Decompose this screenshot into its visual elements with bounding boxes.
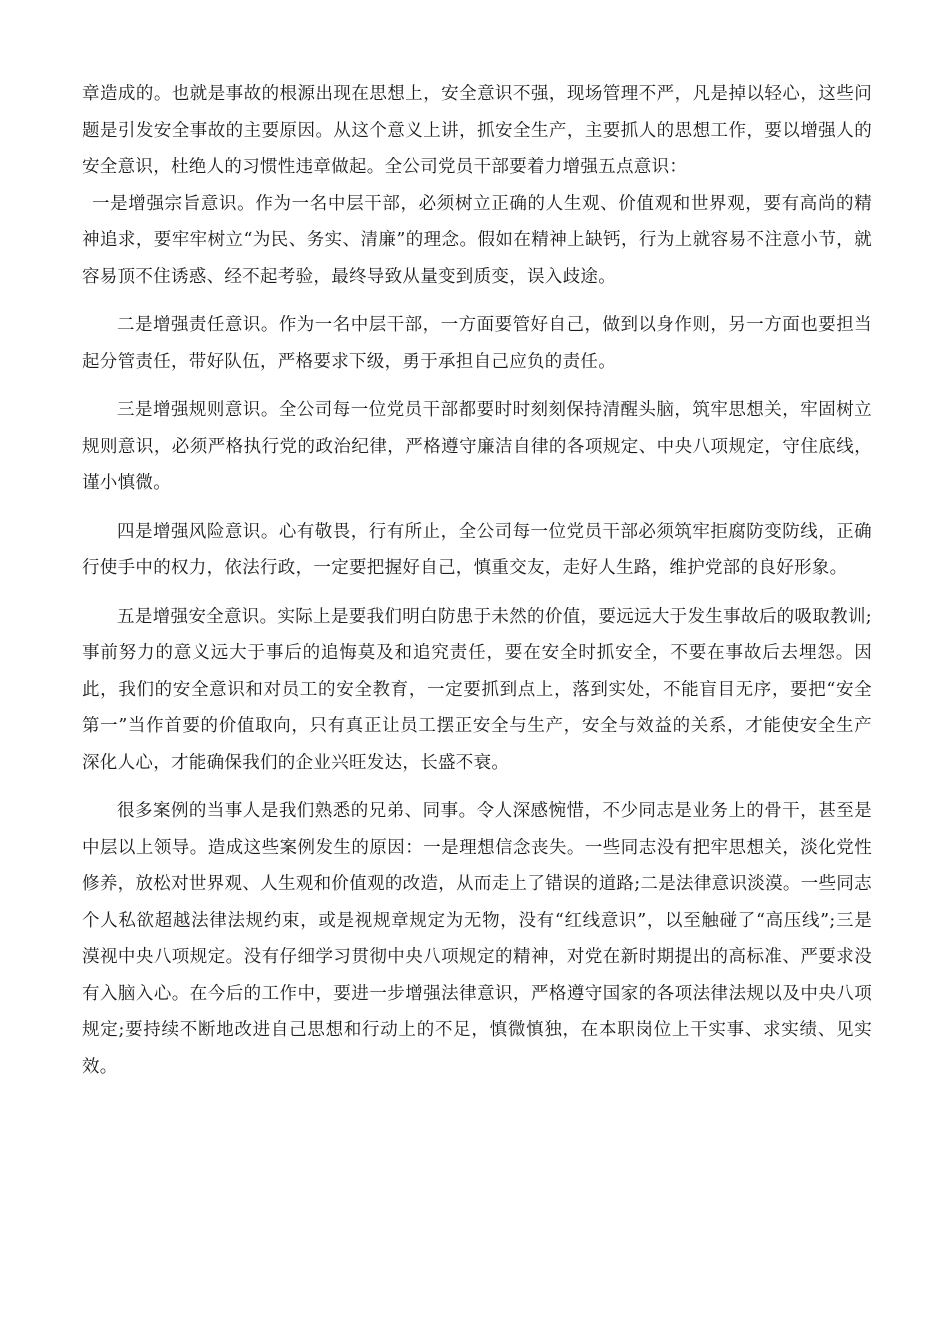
paragraph-risk-awareness: 四是增强风险意识。心有敬畏，行有所止，全公司每一位党员干部必须筑牢拒腐防变防线，正确行使手中的权力，依法行政，一定要把握好自己，慎重交友，走好人生路，维护党部的良好形象。 <box>82 521 872 578</box>
paragraph-responsibility-awareness: 二是增强责任意识。作为一名中层干部，一方面要管好自己，做到以身作则，另一方面也要担当起分管责任，带好队伍，严格要求下级，勇于承担自己应负的责任。 <box>82 315 872 372</box>
paragraph-purpose-awareness: 一是增强宗旨意识。作为一名中层干部，必须树立正确的人生观、价值观和世界观，要有高尚的精神追求，要牢牢树立“为民、务实、清廉”的理念。假如在精神上缺钙，行为上就容易不注意小节，就容易顶不住诱惑、经不起考验，最终导致从量变到质变，误入歧途。 <box>82 193 872 287</box>
paragraph-safety-awareness: 五是增强安全意识。实际上是要我们明白防患于未然的价值，要远远大于发生事故后的吸取教训;事前努力的意义远大于事后的追悔莫及和追究责任，要在安全时抓安全，不要在事故后去埋怨。因此，我们的安全意识和对员工的安全教育，一定要抓到点上，落到实处，不能盲目无序，要把“安全第一”当作首要的价值取向，只有真正让员工摆正安全与生产，安全与效益的关系，才能使安全生产深化人心，才能确保我们的企业兴旺发达，长盛不衰。 <box>82 606 872 773</box>
paragraph-intro: 章造成的。也就是事故的根源出现在思想上，安全意识不强，现场管理不严，凡是掉以轻心，这些问题是引发安全事故的主要原因。从这个意义上讲，抓安全生产，主要抓人的思想工作，要以增强人的安全意识，杜绝人的习惯性违章做起。全公司党员干部要着力增强五点意识： <box>82 84 872 177</box>
paragraph-rules-awareness: 三是增强规则意识。全公司每一位党员干部都要时时刻刻保持清醒头脑，筑牢思想关，牢固树立规则意识，必须严格执行党的政治纪律，严格遵守廉洁自律的各项规定、中央八项规定，守住底线，谨小慎微。 <box>82 400 872 493</box>
paragraph-case-analysis: 很多案例的当事人是我们熟悉的兄弟、同事。令人深感惋惜，不少同志是业务上的骨干，甚至是中层以上领导。造成这些案例发生的原因：一是理想信念丧失。一些同志没有把牢思想关，淡化党性修养，放松对世界观、人生观和价值观的改造，从而走上了错误的道路;二是法律意识淡漠。一些同志个人私欲超越法律法规约束，或是视规章规定为无物，没有“红线意识”，以至触碰了“高压线”;三是漠视中央八项规定。没有仔细学习贯彻中央八项规定的精神，对党在新时期提出的高标准、严要求没有入脑入心。在今后的工作中，要进一步增强法律意识，严格遵守国家的各项法律法规以及中央八项规定;要持续不断地改进自己思想和行动上的不足，慎微慎独，在本职岗位上干实事、求实绩、见实效。 <box>82 801 872 1077</box>
document-body <box>82 76 872 1085</box>
